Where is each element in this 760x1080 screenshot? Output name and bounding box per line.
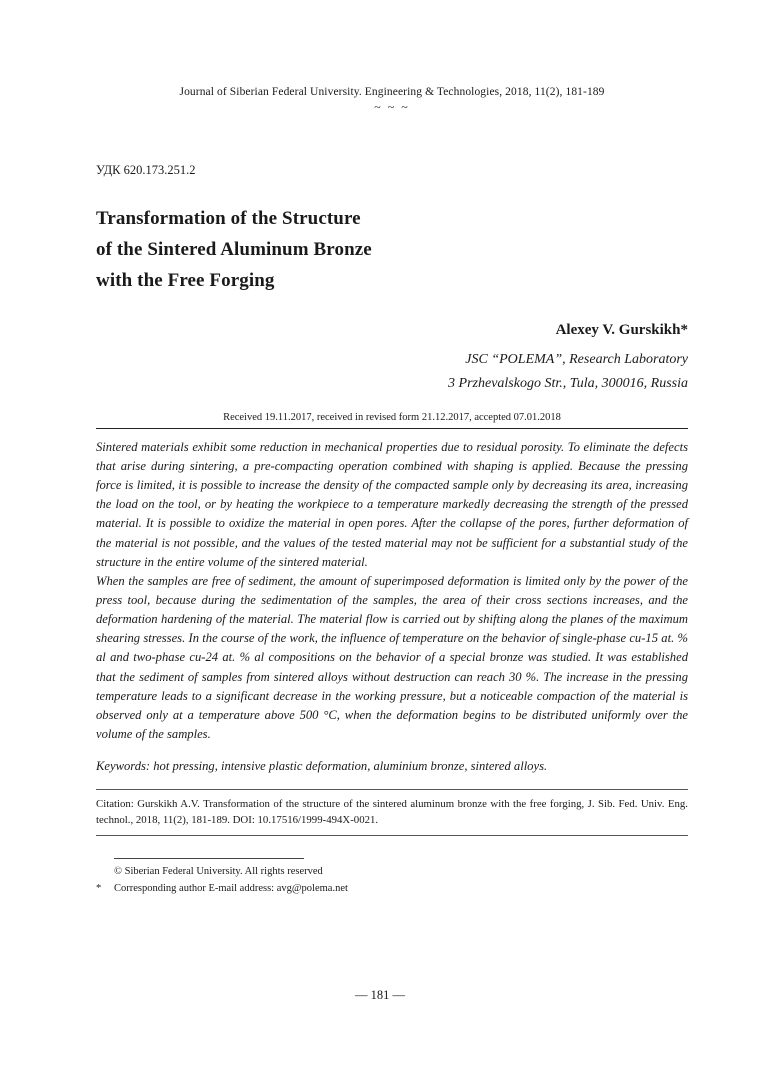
abstract-paragraph-2: When the samples are free of sediment, the amount of superimposed deformation is limited only by the power of the press tool, because during the sedimentation of the samples, the area of their cross sections increases, and the deformation hardening of the material. The material flow is carried out by shifting along the planes of the maximum shearing stresses. In the course of the work, the influence of temperature on the behavior of single-phase cu-15 at. % al and two-phase cu-24 at. % al compositions on the behavior of a special bronze was studied. It was established that the sediment of samples from sintered alloys without destruction can reach 30 %. The increase in the pressing temperature leads to a significant decrease in the working pressure, but a noticeable compaction of the material is observed only at a temperature above 500 °C, when the deformation begins to be distributed uniformly over the volume of the samples. — [96, 573, 688, 741]
abstract-top-rule — [96, 428, 688, 429]
received-dates: Received 19.11.2017, received in revised form 21.12.2017, accepted 07.01.2018 — [223, 411, 561, 423]
footnote-copyright: © Siberian Federal University. All rights reserved — [114, 866, 323, 878]
ornament-divider: ~ ~ ~ — [374, 100, 410, 114]
page-title — [96, 204, 688, 296]
footnote-separator — [114, 858, 304, 859]
affiliation-line-1: JSC “POLEMA”, Research Laboratory — [465, 352, 688, 368]
running-head: Journal of Siberian Federal University. Engineering & Technologies, 2018, 11(2), 181-189 — [179, 86, 605, 98]
abstract-paragraph-1: Sintered materials exhibit some reduction in mechanical properties due to residual porosity. To eliminate the defects that arise during sintering, a pre-compacting operation combined with shaping is applied. Because the pressing force is limited, it is possible to increase the density of the compacted sample only by decreasing its area, increasing the load on the tool, or by heating the workpiece to a temperature markedly decreasing the strength of the pressed material. It is possible to oxidize the material in open pores. After the collapse of the pores, further deformation of the material is not possible, and the values of the tested material may not be sufficient for a substantial study of the structure in the entire volume of the sintered material. — [96, 439, 688, 569]
author-name: Alexey V. Gurskikh* — [555, 322, 688, 339]
affiliation-line-2: 3 Przhevalskogo Str., Tula, 300016, Russia — [448, 376, 688, 392]
page-number: — 181 — — [355, 988, 405, 1002]
title-line-3: with the Free Forging — [96, 269, 275, 291]
citation: Citation: Gurskikh A.V. Transformation of the structure of the sintered aluminum bronze with the free forging, J. Sib. Fed. Univ. Eng. technol., 2018, 11(2), 181-189. DOI: 10.17516/1999-494X-0021. — [96, 798, 688, 826]
abstract — [96, 438, 688, 744]
affiliation — [96, 348, 688, 396]
citation-top-rule — [96, 789, 688, 790]
title-line-2: of the Sintered Aluminum Bronze — [96, 238, 372, 260]
keywords: Keywords: hot pressing, intensive plastic deformation, aluminium bronze, sintered alloys. — [96, 759, 548, 774]
title-line-1: Transformation of the Structure — [96, 208, 361, 229]
footnote-asterisk: * — [96, 882, 102, 894]
footnote-corresponding-author — [96, 881, 688, 897]
footnote-corresponding-text: Corresponding author E-mail address: avg@polema.net — [114, 882, 348, 894]
udc-code: УДК 620.173.251.2 — [96, 163, 196, 177]
page-content — [96, 0, 688, 897]
citation-bottom-rule — [96, 835, 688, 836]
footnotes — [96, 864, 688, 897]
